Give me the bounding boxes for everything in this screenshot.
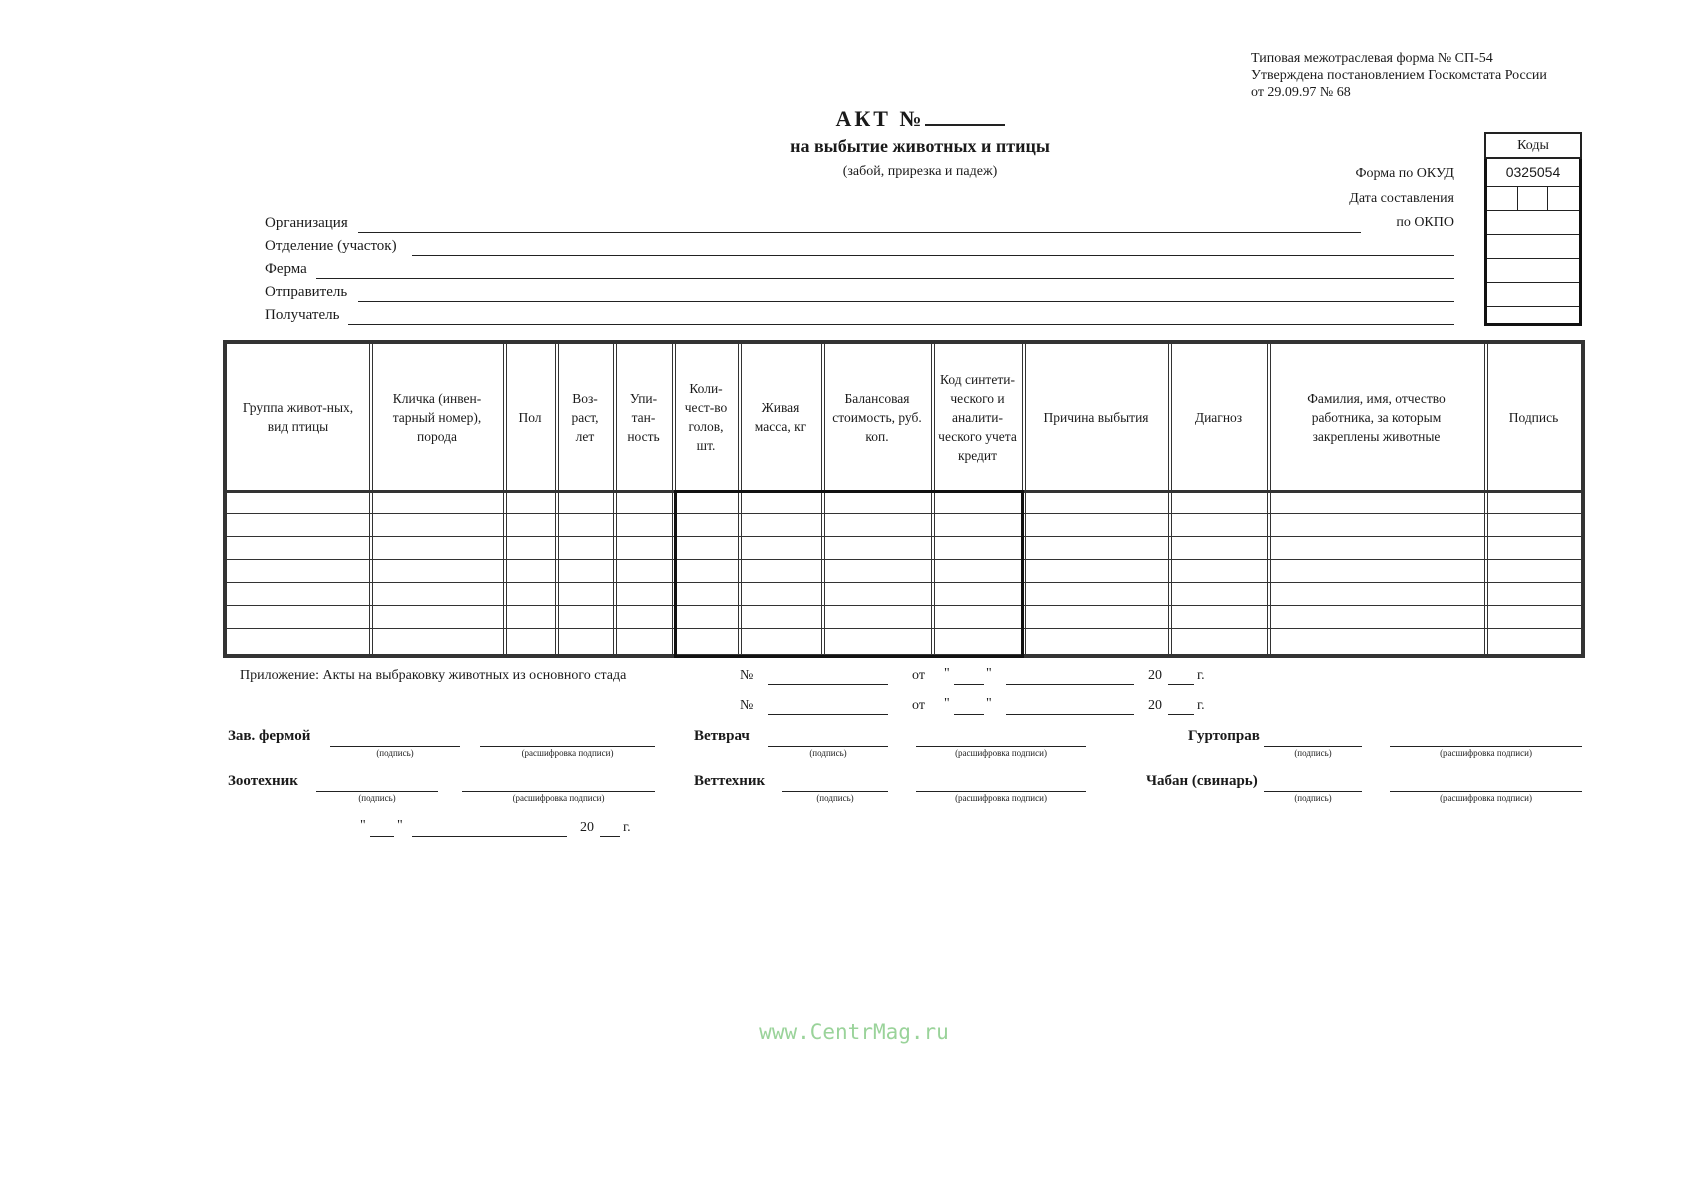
decode-caption: (расшифровка подписи) <box>955 793 1047 803</box>
header-age: Воз-раст, лет <box>571 390 599 444</box>
okud-code-cell: 0325054 <box>1487 161 1579 187</box>
vet-signature-line[interactable] <box>768 746 888 747</box>
year-prefix: 20 <box>580 820 594 835</box>
farm-head-signature-line[interactable] <box>330 746 460 747</box>
code-cell[interactable] <box>1487 259 1579 283</box>
header-disposal-reason: Причина выбытия <box>1043 409 1149 425</box>
act-number-field[interactable] <box>925 106 1005 126</box>
shepherd-signature-line[interactable] <box>1264 791 1362 792</box>
department-line[interactable] <box>412 255 1454 256</box>
quote-close: " <box>397 818 403 833</box>
header-nickname-breed: Кличка (инвен-тарный номер), порода <box>392 390 482 444</box>
appendix-num-label: № <box>740 698 754 713</box>
decode-caption: (расшифровка подписи) <box>1440 793 1532 803</box>
year-prefix: 20 <box>1148 698 1162 713</box>
shepherd-decode-line[interactable] <box>1390 791 1582 792</box>
header-responsible-worker: Фамилия, имя, отчество работника, за которым закреплены животные <box>1307 390 1446 444</box>
month-line[interactable] <box>1006 714 1134 715</box>
role-vettech: Веттехник <box>694 773 766 789</box>
approval-line-3: от 29.09.97 № 68 <box>1251 85 1351 100</box>
appendix-number-line[interactable] <box>768 684 888 685</box>
quote-open: " <box>944 696 950 711</box>
date-divider <box>1517 187 1518 210</box>
signature-caption: (подпись) <box>1294 793 1332 803</box>
quote-close: " <box>986 666 992 681</box>
signature-caption: (подпись) <box>816 793 854 803</box>
sign-year-line[interactable] <box>600 836 620 837</box>
code-cell[interactable] <box>1487 283 1579 307</box>
quote-open: " <box>360 818 366 833</box>
sign-day-line[interactable] <box>370 836 394 837</box>
day-line[interactable] <box>954 714 984 715</box>
field-label-department: Отделение (участок) <box>265 238 397 254</box>
year-line[interactable] <box>1168 684 1194 685</box>
signature-caption: (подпись) <box>809 748 847 758</box>
code-cell[interactable] <box>1487 235 1579 259</box>
act-note: (забой, прирезка и падеж) <box>842 164 998 179</box>
act-subtitle: на выбытие животных и птицы <box>790 136 1050 156</box>
watermark-text: www.CentrMag.ru <box>759 1020 949 1044</box>
bold-quantity-block <box>674 490 1024 658</box>
decode-caption: (расшифровка подписи) <box>1440 748 1532 758</box>
field-label-recipient: Получатель <box>265 307 340 323</box>
codes-box <box>1484 132 1582 326</box>
date-label: Дата составления <box>1349 191 1454 206</box>
date-code-cell[interactable] <box>1487 187 1579 211</box>
zootech-decode-line[interactable] <box>462 791 655 792</box>
decode-caption: (расшифровка подписи) <box>955 748 1047 758</box>
year-suffix: г. <box>1197 668 1205 683</box>
okud-label: Форма по ОКУД <box>1355 166 1454 181</box>
year-suffix: г. <box>1197 698 1205 713</box>
animals-table <box>223 340 1585 658</box>
herdsman-decode-line[interactable] <box>1390 746 1582 747</box>
decode-caption: (расшифровка подписи) <box>521 748 614 758</box>
header-diagnosis: Диагноз <box>1194 409 1243 425</box>
vettech-decode-line[interactable] <box>916 791 1086 792</box>
vet-decode-line[interactable] <box>916 746 1086 747</box>
field-label-sender: Отправитель <box>265 284 348 300</box>
okpo-label: по ОКПО <box>1396 215 1454 230</box>
sign-month-line[interactable] <box>412 836 567 837</box>
approval-line-2: Утверждена постановлением Госкомстата России <box>1251 68 1547 83</box>
appendix-num-label: № <box>740 668 754 683</box>
quote-open: " <box>944 666 950 681</box>
act-title-text: АКТ № <box>835 106 925 131</box>
sender-line[interactable] <box>358 301 1454 302</box>
role-herdsman: Гуртоправ <box>1188 728 1260 744</box>
act-title <box>720 106 1120 132</box>
header-account-code: Код синтети-ческого и аналити-ческого учета кредит <box>938 371 1017 463</box>
farm-line[interactable] <box>316 278 1454 279</box>
day-line[interactable] <box>954 684 984 685</box>
signature-caption: (подпись) <box>376 748 414 758</box>
farm-head-decode-line[interactable] <box>480 746 655 747</box>
header-head-count: Коли-чест-во голов, шт. <box>684 381 728 453</box>
appendix-from-label: от <box>912 698 925 713</box>
header-animal-group: Группа живот-ных, вид птицы <box>242 400 354 434</box>
role-farm-head: Зав. фермой <box>228 728 311 744</box>
role-shepherd: Чабан (свинарь) <box>1146 773 1258 789</box>
signature-caption: (подпись) <box>358 793 396 803</box>
header-signature: Подпись <box>1508 409 1559 425</box>
quote-close: " <box>986 696 992 711</box>
vettech-signature-line[interactable] <box>782 791 888 792</box>
field-label-farm: Ферма <box>265 261 307 277</box>
header-book-value: Балансовая стоимость, руб. коп. <box>832 390 922 444</box>
appendix-from-label: от <box>912 668 925 683</box>
herdsman-signature-line[interactable] <box>1264 746 1362 747</box>
header-live-weight: Живая масса, кг <box>754 400 807 434</box>
role-zootech: Зоотехник <box>228 773 298 789</box>
okpo-code-cell[interactable] <box>1487 211 1579 235</box>
field-label-organization: Организация <box>265 215 348 231</box>
role-vet: Ветврач <box>694 728 750 744</box>
codes-header: Коды <box>1484 132 1582 159</box>
recipient-line[interactable] <box>348 324 1454 325</box>
organization-line[interactable] <box>358 232 1361 233</box>
year-suffix: г. <box>623 820 631 835</box>
header-sex: Пол <box>518 409 542 425</box>
signature-caption: (подпись) <box>1294 748 1332 758</box>
year-prefix: 20 <box>1148 668 1162 683</box>
appendix-note: Приложение: Акты на выбраковку животных из основного стада <box>240 668 627 683</box>
appendix-number-line[interactable] <box>768 714 888 715</box>
year-line[interactable] <box>1168 714 1194 715</box>
header-fatness: Упи-тан-ность <box>627 390 660 444</box>
approval-line-1: Типовая межотраслевая форма № СП-54 <box>1251 51 1493 66</box>
form-approval-note <box>1251 50 1611 101</box>
zootech-signature-line[interactable] <box>316 791 438 792</box>
date-divider <box>1547 187 1548 210</box>
month-line[interactable] <box>1006 684 1134 685</box>
decode-caption: (расшифровка подписи) <box>512 793 605 803</box>
